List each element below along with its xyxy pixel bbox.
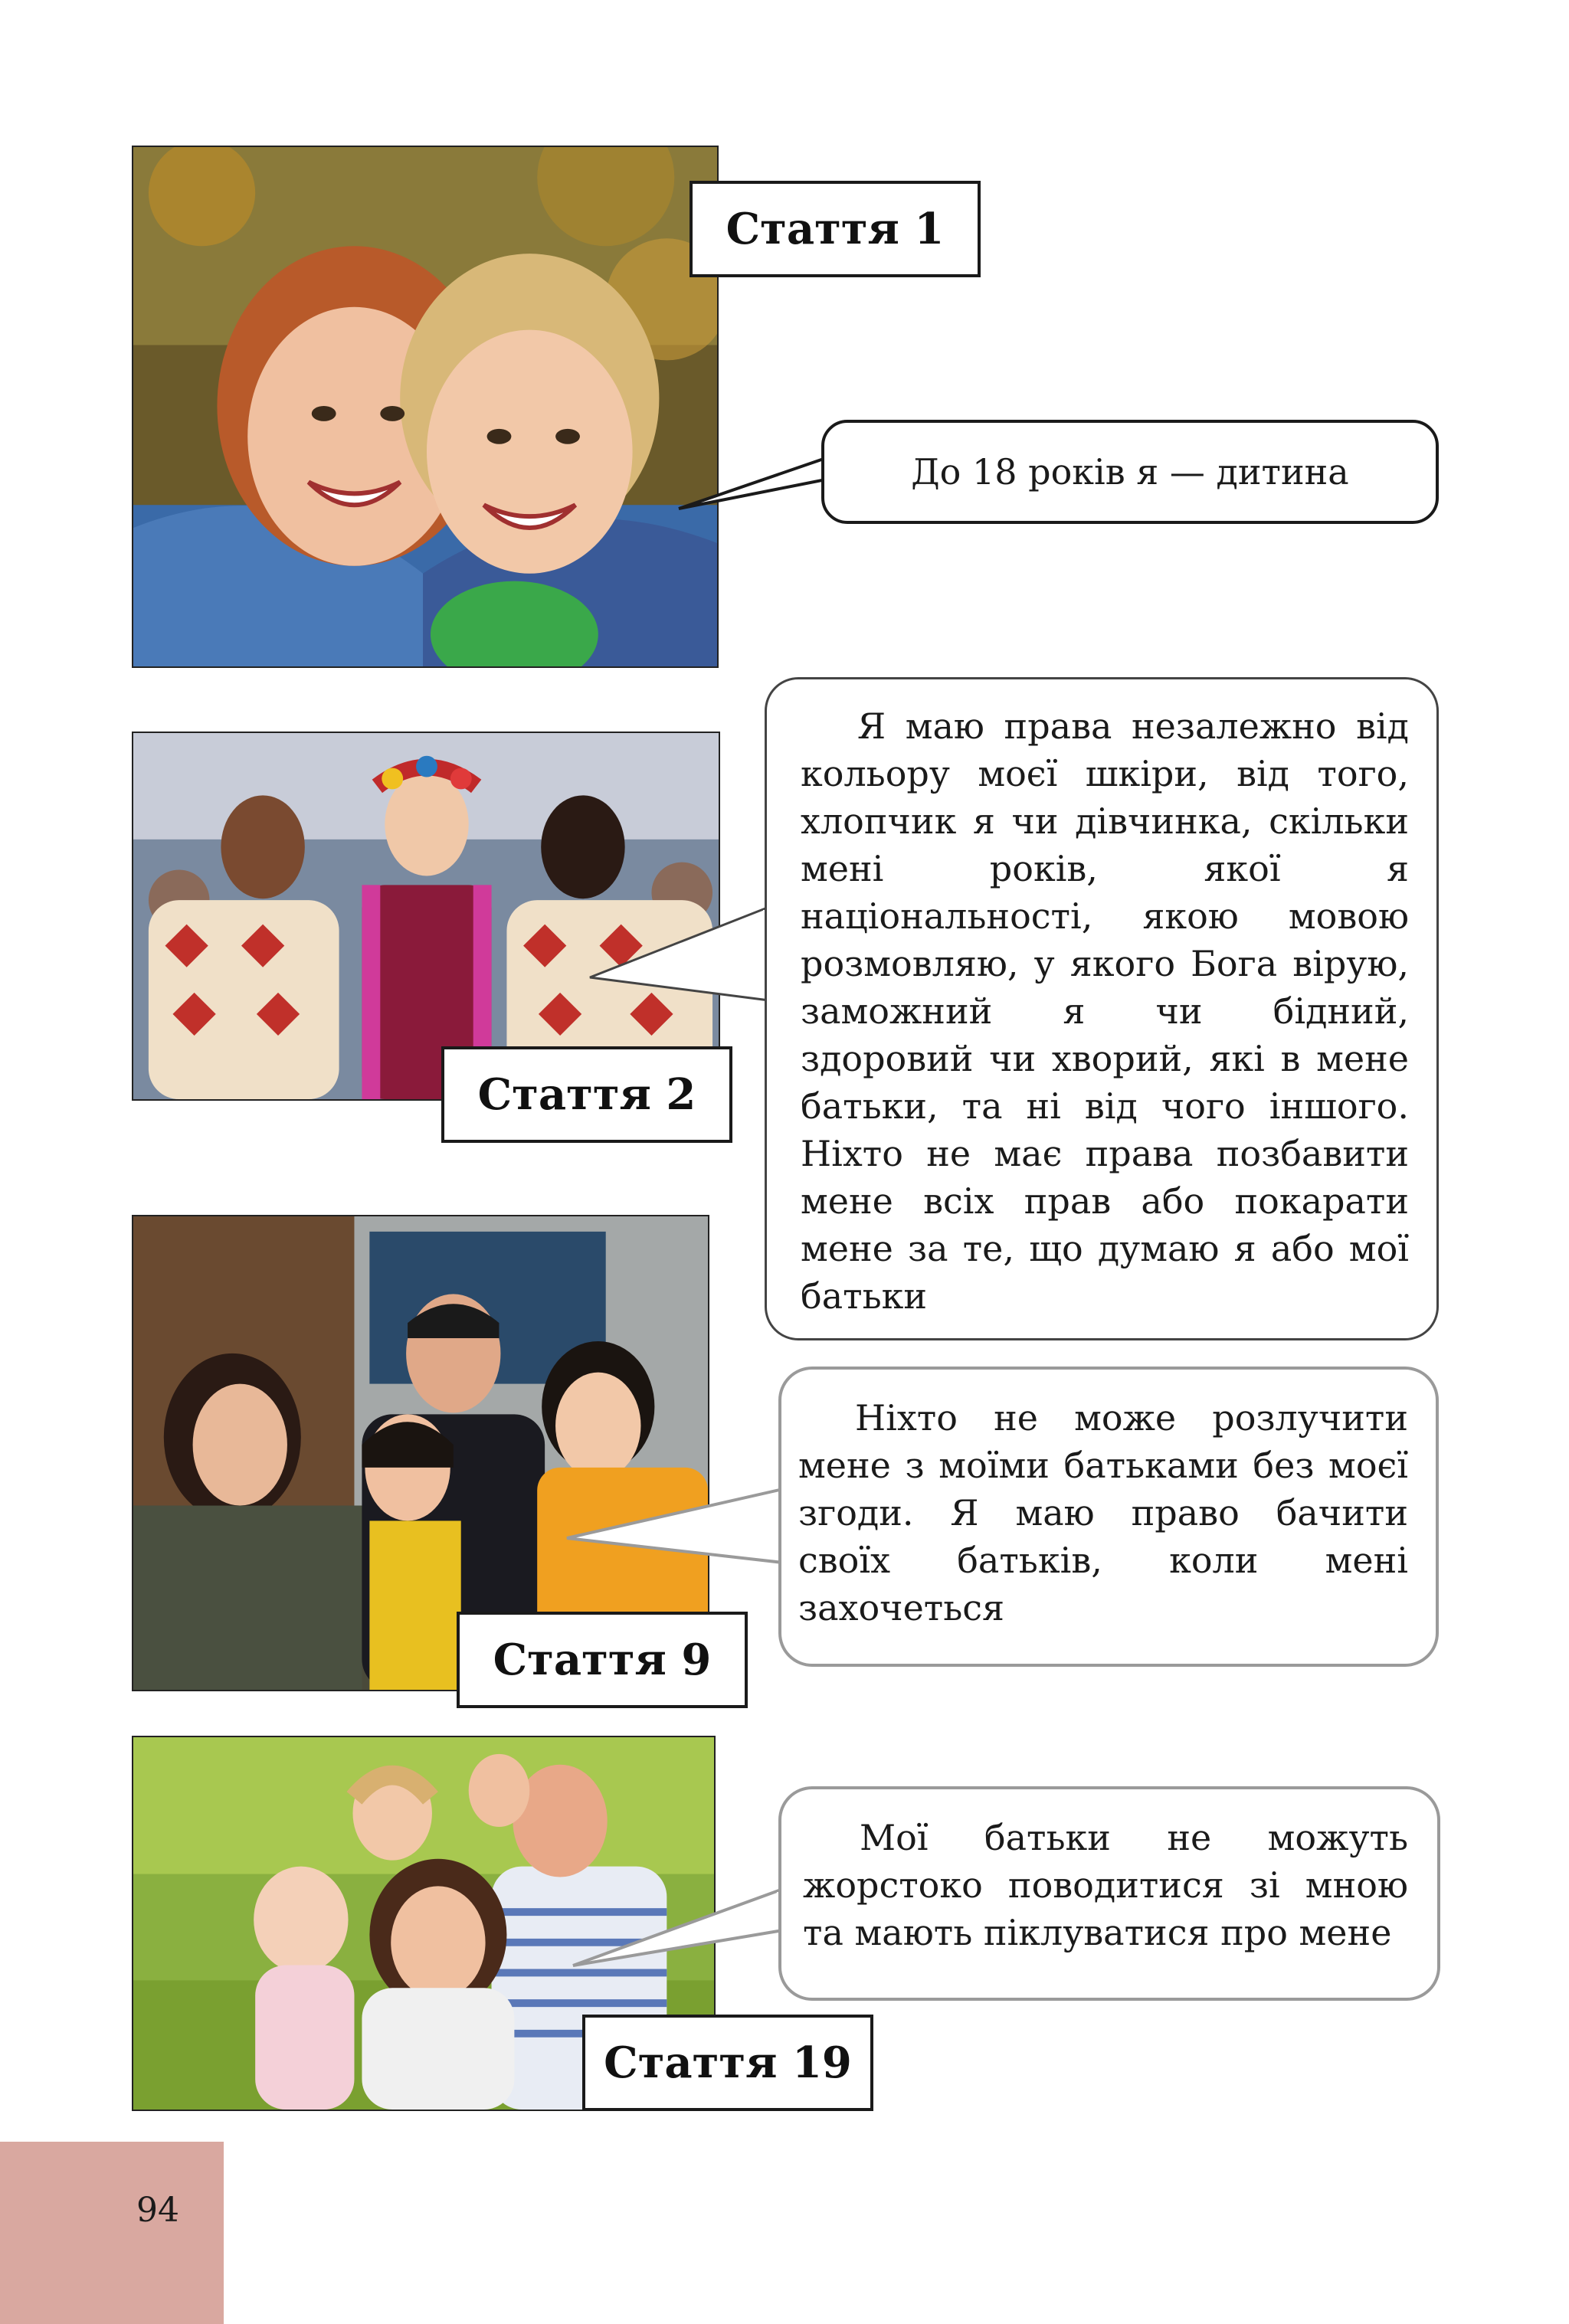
bubble-text: Я маю права незалежно від кольору моєї шкіри, від того, хлопчик я чи дівчинка, скільки мені років, якої я національності, якою мовою розмовляю, у якого Бога вірую, заможний я чи бідний, здоровий чи хворий, які в мене батьки, та ні від чого іншого. Ніхто не має права позбавити мене всіх прав або покарати мене за те, що думаю я або мої батьки — [801, 705, 1409, 1317]
article-label: Стаття 19 — [582, 2015, 873, 2111]
speech-bubble — [821, 420, 1439, 524]
photo-illustration — [133, 733, 719, 1099]
bubble-text: Ніхто не може розлучити мене з моїми батьками без моєї згоди. Я маю право бачити своїх батьків, коли мені захочеться — [798, 1397, 1408, 1628]
page-number-tab — [0, 2142, 224, 2324]
page-number: 94 — [136, 2191, 179, 2230]
article-label: Стаття 1 — [690, 181, 981, 277]
bubble-text: До 18 років я — дитина — [911, 451, 1349, 493]
speech-bubble — [765, 677, 1439, 1340]
article-label: Стаття 9 — [457, 1612, 748, 1708]
photo-illustration — [133, 147, 717, 666]
photo-three-youths — [132, 732, 720, 1101]
photo-two-girls — [132, 146, 719, 668]
speech-bubble — [778, 1786, 1440, 2001]
article-label: Стаття 2 — [441, 1046, 732, 1143]
bubble-text: Мої батьки не можуть жорстоко поводитися зі мною та мають піклуватися про мене — [803, 1817, 1408, 1953]
speech-bubble — [778, 1367, 1439, 1667]
